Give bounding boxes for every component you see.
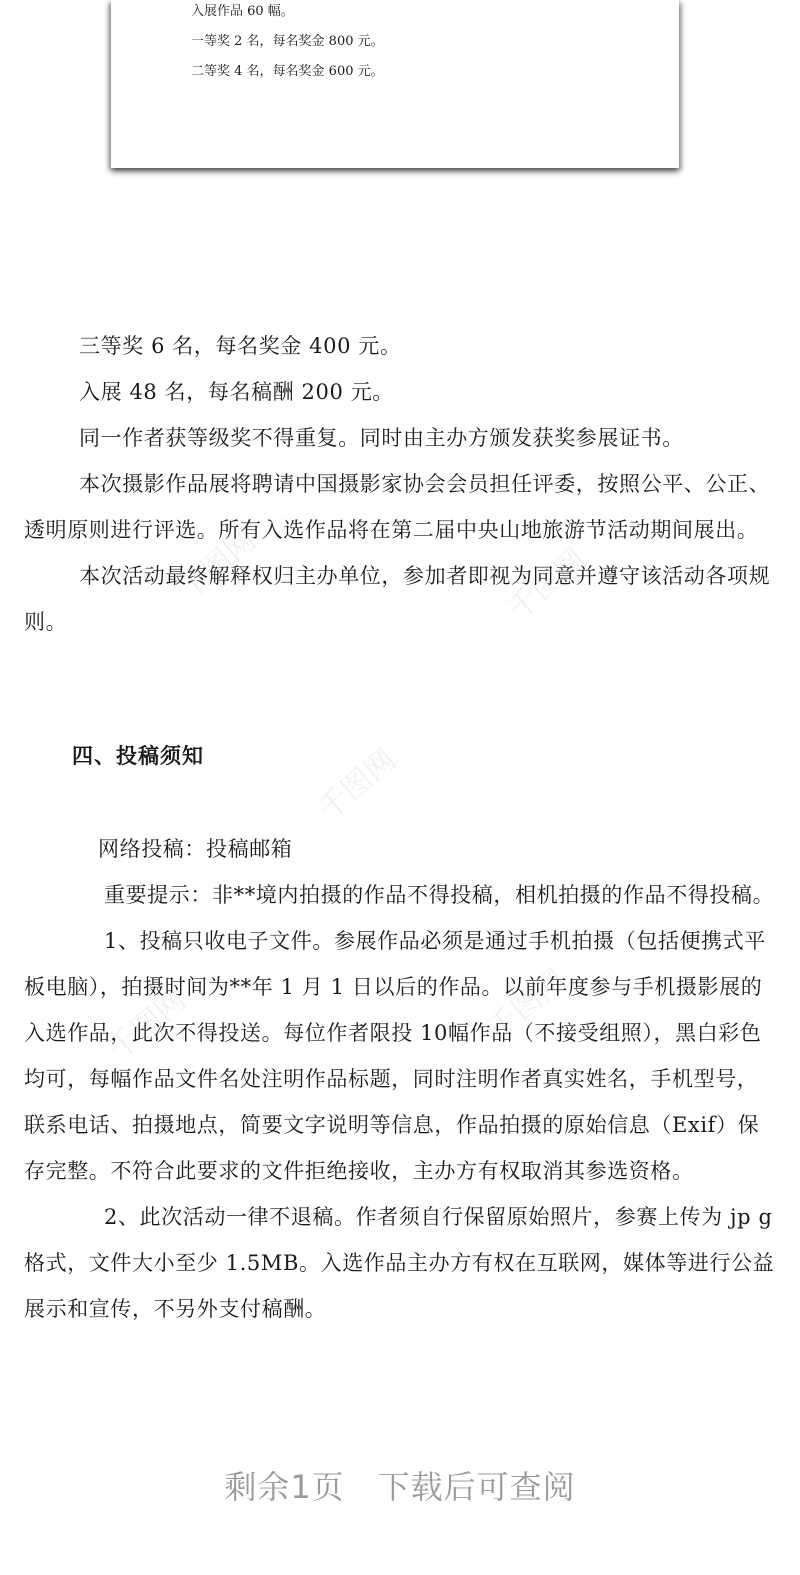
remaining-pages-button[interactable]: 剩余1页 下载后可查阅 — [224, 1468, 576, 1506]
rule-2-paragraph: 2、此次活动一律不退稿。作者须自行保留原始照片，参赛上传为 jp g 格式，文件大小至少 1.5MB。入选作品主办方有权在互联网，媒体等进行公益展示和宣传，不另外支付稿酬。 — [24, 1205, 775, 1321]
watermark-icon: 千图网 — [501, 542, 593, 628]
watermark-icon: 千图网 — [171, 522, 263, 608]
preview-line-second-prize: 二等奖 4 名，每名奖金 600 元。 — [191, 64, 384, 79]
preview-line-first-prize: 一等奖 2 名，每名奖金 800 元。 — [191, 34, 384, 49]
awards-section — [24, 323, 779, 645]
important-note: 重要提示：非**境内拍摄的作品不得投稿，相机拍摄的作品不得投稿。 — [104, 883, 775, 907]
submission-email-line: 网络投稿：投稿邮箱 — [98, 837, 293, 861]
watermark-icon: 千图网 — [311, 742, 403, 828]
rule-1-paragraph: 1、投稿只收电子文件。参展作品必须是通过手机拍摄（包括便携式平板电脑），拍摄时间为**年 1 月 1 日以后的作品。以前年度参与手机摄影展的入选作品，此次不得投送。每位作者限投 10幅作品（不接受组照），黑白彩色均可，每幅作品文件名处注明作品标题，同时注明作者真实姓名，手机型号，联系电话、拍摄地点，简要文字说明等信息，作品拍摄的原始信息（Exif）保存完整。不符合此要求的文件拒绝接收，主办方有权取消其参选资格。 — [24, 929, 766, 1183]
section-heading: 四、投稿须知 — [72, 744, 204, 768]
watermark-icon: 千图网 — [101, 982, 193, 1068]
third-prize-text: 三等奖 6 名，每名奖金 400 元。 — [79, 334, 402, 358]
judging-paragraph: 本次摄影作品展将聘请中国摄影家协会会员担任评委，按照公平、公正、透明原则进行评选。所有入选作品将在第二届中央山地旅游节活动期间展出。 — [24, 472, 771, 542]
preview-line-exhibit: 入展作品 60 幅。 — [191, 4, 294, 19]
watermark-icon: 千图网 — [481, 962, 573, 1048]
no-repeat-text: 同一作者获等级奖不得重复。同时由主办方颁发获奖参展证书。 — [79, 426, 684, 450]
submission-notice — [24, 826, 779, 1332]
exhibit-text: 入展 48 名，每名稿酬 200 元。 — [79, 380, 394, 404]
rights-paragraph: 本次活动最终解释权归主办单位，参加者即视为同意并遵守该活动各项规则。 — [24, 564, 771, 634]
preview-page-card — [111, 0, 679, 168]
